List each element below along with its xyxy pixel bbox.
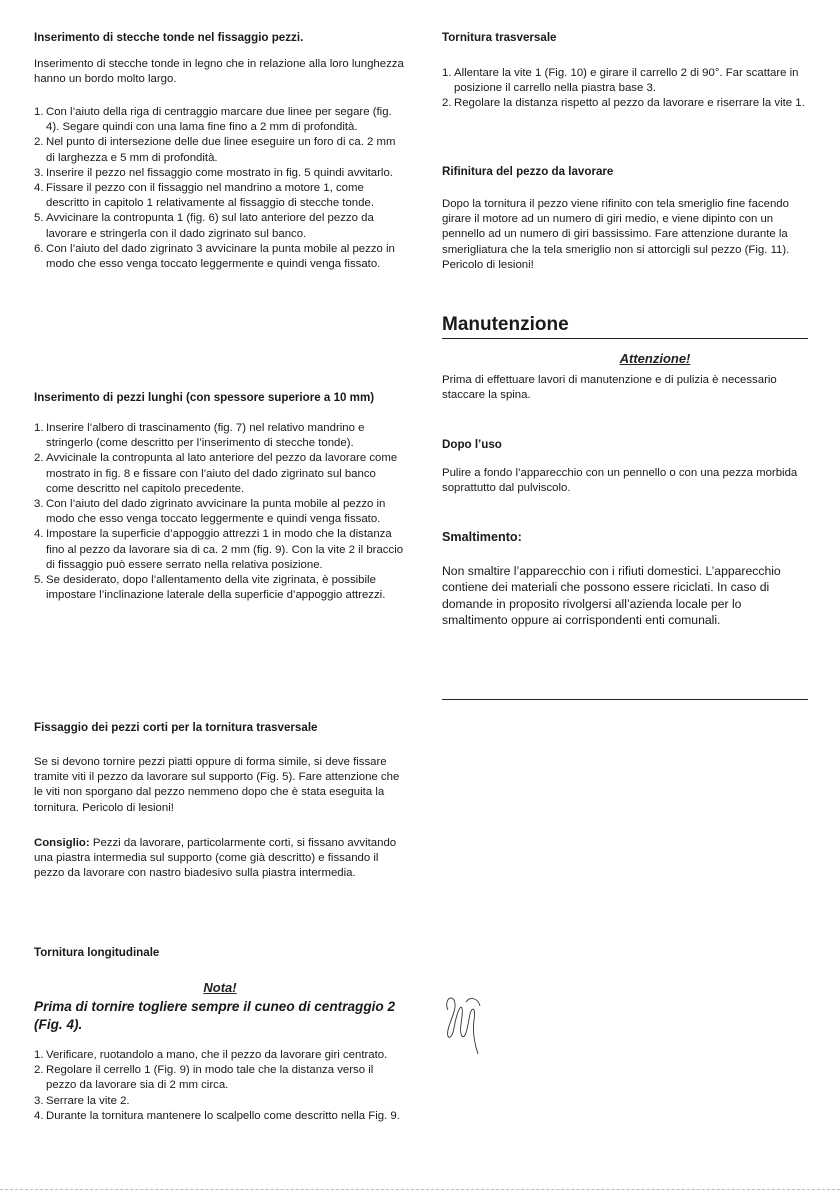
section-title-rifinitura: Rifinitura del pezzo da lavorare	[442, 165, 614, 178]
list-item-number: 4.	[34, 182, 44, 195]
list-item	[34, 242, 406, 272]
list-item-number: 3.	[34, 166, 44, 179]
page-edge	[0, 1189, 840, 1190]
list-item-number: 2.	[34, 136, 44, 149]
section-para-smaltimento: Non smaltire l’apparecchio con i rifiuti domestici. L’apparecchio contiene dei materiali che possono essere riciclati. In caso di domande in proposito rivolgersi all’azienda locale per lo smaltimento oppure ai corrispondenti enti comunali.	[442, 564, 781, 628]
list-item	[34, 1063, 406, 1093]
tip-paragraph	[34, 836, 406, 882]
note-title: Nota!	[203, 980, 237, 995]
section-para-rifinitura: Dopo la tornitura il pezzo viene rifinito con tela smeriglio fine facendo girare il motore ad un numero di giri medio, e viene dipinto con un pennello ad un numero di giri bassissimo. Fare attenzione durante la smerigliatura che la tela smeriglio non si attorcigli sul pezzo (Fig. 11). Pericolo di lesioni!	[442, 198, 790, 271]
list-item-number: 5.	[34, 212, 44, 225]
list-item-text: Avvicinare la contropunta 1 (fig. 6) sul lato anteriore del pezzo da lavorare e stringerla con il dado zigrinato sul banco.	[46, 212, 374, 240]
list-item-number: 4.	[34, 528, 44, 541]
list-item-text: Allentare la vite 1 (Fig. 10) e girare il carrello 2 di 90°. Far scattare in posizione il carrello nella piastra base 3.	[454, 67, 799, 95]
steps-list-pezzi-lunghi	[34, 421, 406, 603]
list-item	[34, 1048, 406, 1063]
list-item-number: 2.	[34, 1064, 44, 1077]
list-item-text: Regolare il cerrello 1 (Fig. 9) in modo tale che la distanza verso il pezzo da lavorare sia di 2 mm circa.	[46, 1064, 374, 1092]
list-item-text: Avvicinale la contropunta al lato anteriore del pezzo da lavorare come mostrato in fig. 8 e fissare con l’aiuto del dado zigrinato sul banco come descritto nel capitolo precedente.	[46, 452, 398, 495]
list-item	[442, 96, 808, 111]
list-item	[34, 135, 406, 165]
list-item-number: 6.	[34, 242, 44, 255]
section-title-dopo-uso: Dopo l’uso	[442, 438, 502, 451]
signature-mark	[440, 990, 500, 1060]
section-title-smaltimento: Smaltimento:	[442, 530, 522, 544]
section-title-stecche: Inserimento di stecche tonde nel fissaggio pezzi.	[34, 31, 304, 44]
list-item-number: 2.	[34, 452, 44, 465]
tip-label: Consiglio:	[34, 837, 90, 849]
list-item-number: 1.	[34, 106, 44, 118]
section-para-dopo-uso: Pulire a fondo l’apparecchio con un pennello o con una pezza morbida soprattutto dal pulviscolo.	[442, 467, 798, 495]
list-item-number: 5.	[34, 574, 44, 587]
list-item	[34, 421, 406, 451]
list-item	[34, 451, 406, 497]
list-item-text: Con l’aiuto del dado zigrinato 3 avvicinare la punta mobile al pezzo in modo che esso venga toccato leggermente e quindi venga fissato.	[46, 242, 395, 271]
list-item-number: 3.	[34, 498, 44, 511]
list-item-text: Inserire l’albero di trascinamento (fig. 7) nel relativo mandrino e stringerlo (come descritto per l’inserimento di stecche tonde).	[46, 422, 365, 450]
list-item	[34, 181, 406, 211]
section-intro-stecche: Inserimento di stecche tonde in legno che in relazione alla loro lunghezza hanno un bordo molto largo.	[34, 58, 404, 86]
list-item-text: Inserire il pezzo nel fissaggio come mostrato in fig. 5 quindi avvitarlo.	[46, 166, 393, 179]
list-item-text: Con l’aiuto del dado zigrinato avvicinare la punta mobile al pezzo in modo che esso venga toccato leggermente e quindi venga fissato.	[46, 498, 386, 526]
list-item	[34, 573, 406, 603]
tip-text: Pezzi da lavorare, particolarmente corti, si fissano avvitando una piastra intermedia sul supporto (come già descritto) e fissando il pezzo da lavorare con nastro biadesivo sulla piastra intermedia.	[34, 837, 397, 880]
list-item-number: 1.	[34, 422, 44, 434]
list-item	[34, 1109, 406, 1124]
list-item-number: 4.	[34, 1109, 44, 1122]
section-title-manutenzione: Manutenzione	[442, 314, 808, 339]
attention-title: Attenzione!	[619, 351, 691, 366]
attention-text: Prima di effettuare lavori di manutenzione e di pulizia è necessario staccare la spina.	[442, 374, 777, 402]
section-para-pezzi-corti: Se si devono tornire pezzi piatti oppure di forma simile, si deve fissare tramite viti il pezzo da lavorare sul supporto (Fig. 5). Fare attenzione che le viti non sporgano dal pezzo nemmeno dopo che è stata eseguita la tornitura. Pericolo di lesioni!	[34, 756, 400, 814]
list-item	[442, 66, 808, 96]
list-item-number: 3.	[34, 1094, 44, 1107]
list-item-text: Impostare la superficie d’appoggio attrezzi 1 in modo che la distanza fino al pezzo da lavorare sia di ca. 2 mm (fig. 9). Con la vite 2 il braccio di fissaggio può essere serrato nella relativa posizione.	[46, 528, 404, 571]
section-title-tornitura-longitudinale: Tornitura longitudinale	[34, 946, 160, 959]
list-item	[34, 527, 406, 573]
steps-list-stecche	[34, 105, 406, 272]
steps-list-tornitura-longitudinale	[34, 1048, 406, 1124]
section-title-tornitura-trasversale: Tornitura trasversale	[442, 31, 557, 44]
list-item-number: 1.	[34, 1049, 44, 1061]
list-item-number: 2.	[442, 97, 452, 110]
list-item	[34, 1094, 406, 1109]
bottom-divider	[442, 699, 808, 700]
list-item-text: Nel punto di intersezione delle due linee eseguire un foro di ca. 2 mm di larghezza e 5 mm di profondità.	[46, 136, 396, 164]
note-text: Prima di tornire togliere sempre il cuneo di centraggio 2 (Fig. 4).	[34, 999, 396, 1032]
list-item	[34, 211, 406, 241]
list-item-text: Se desiderato, dopo l’allentamento della vite zigrinata, è possibile impostare l’inclinazione laterale della superficie d’appoggio attrezzi.	[46, 574, 386, 602]
section-title-pezzi-corti: Fissaggio dei pezzi corti per la tornitura trasversale	[34, 721, 318, 734]
section-title-pezzi-lunghi: Inserimento di pezzi lunghi (con spessore superiore a 10 mm)	[34, 391, 375, 404]
list-item-text: Verificare, ruotandolo a mano, che il pezzo da lavorare giri centrato.	[46, 1049, 388, 1061]
list-item	[34, 105, 406, 135]
list-item-text: Con l’aiuto della riga di centraggio marcare due linee per segare (fig. 4). Segare quindi con una lama fine fino a 2 mm di profondità.	[46, 106, 392, 134]
list-item	[34, 166, 406, 181]
list-item-text: Fissare il pezzo con il fissaggio nel mandrino a motore 1, come descritto in capitolo 1 relativamente al fissaggio di stecche tonde.	[46, 182, 374, 210]
list-item-number: 1.	[442, 67, 452, 79]
steps-list-tornitura-trasversale	[442, 66, 808, 112]
list-item-text: Serrare la vite 2.	[46, 1094, 130, 1107]
list-item-text: Regolare la distanza rispetto al pezzo da lavorare e riserrare la vite 1.	[454, 97, 805, 110]
list-item-text: Durante la tornitura mantenere lo scalpello come descritto nella Fig. 9.	[46, 1109, 400, 1122]
list-item	[34, 497, 406, 527]
